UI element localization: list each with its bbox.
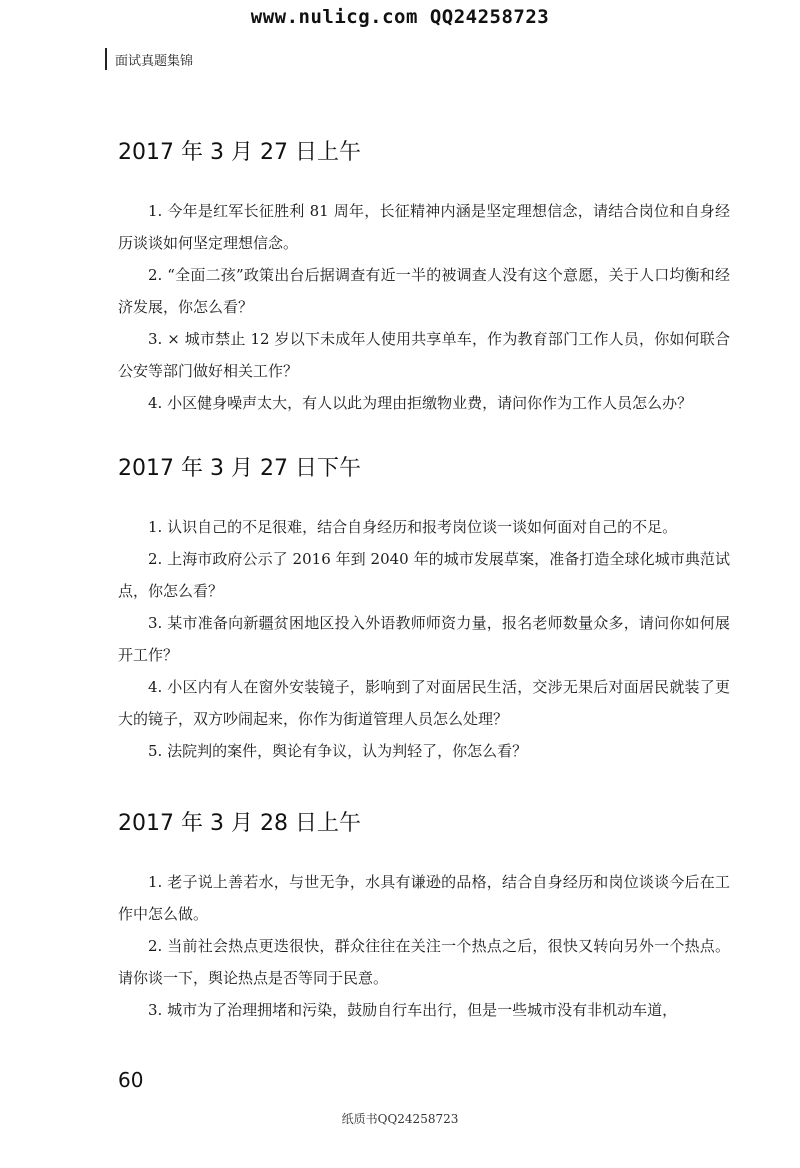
footer-watermark: 纸质书QQ24258723	[341, 1112, 459, 1126]
section-heading: 2017 年 3 月 27 日上午	[118, 140, 361, 165]
question-item: 1. 今年是红军长征胜利 81 周年，长征精神内涵是坚定理想信念，请结合岗位和自身经历谈谈如何坚定理想信念。	[118, 202, 730, 252]
header-url: www.nulicg.com QQ24258723	[250, 6, 550, 28]
question-item: 1. 认识自己的不足很难，结合自身经历和报考岗位谈一谈如何面对自己的不足。	[148, 518, 678, 536]
question-item: 3. × 城市禁止 12 岁以下未成年人使用共享单车，作为教育部门工作人员，你如何联合公安等部门做好相关工作？	[118, 330, 730, 380]
page-number: 60	[118, 1068, 144, 1092]
running-head	[105, 48, 193, 70]
section-1	[118, 136, 730, 419]
question-item: 2. “全面二孩”政策出台后据调查有近一半的被调查人没有这个意愿，关于人口均衡和经济发展，你怎么看？	[118, 266, 730, 316]
question-item: 4. 小区内有人在窗外安装镜子，影响到了对面居民生活，交涉无果后对面居民就装了更大的镜子，双方吵闹起来，你作为街道管理人员怎么处理？	[118, 678, 730, 728]
running-head-title: 面试真题集锦	[115, 53, 194, 69]
question-item: 2. 当前社会热点更迭很快，群众往往在关注一个热点之后，很快又转向另外一个热点。请你谈一下，舆论热点是否等同于民意。	[118, 937, 730, 987]
question-item: 5. 法院判的案件，舆论有争议，认为判轻了，你怎么看？	[148, 742, 528, 760]
section-heading: 2017 年 3 月 28 日上午	[118, 811, 361, 836]
section-heading: 2017 年 3 月 27 日下午	[118, 456, 361, 481]
running-head-bar	[105, 48, 107, 70]
question-item: 4. 小区健身噪声太大，有人以此为理由拒缴物业费，请问你作为工作人员怎么办？	[148, 394, 693, 412]
question-item: 3. 城市为了治理拥堵和污染，鼓励自行车出行，但是一些城市没有非机动车道，	[148, 1001, 678, 1019]
question-item: 3. 某市准备向新疆贫困地区投入外语教师师资力量，报名老师数量众多，请问你如何展开工作？	[118, 614, 730, 664]
section-2	[118, 452, 730, 767]
section-3	[118, 807, 730, 1026]
question-item: 2. 上海市政府公示了 2016 年到 2040 年的城市发展草案，准备打造全球化城市典范试点，你怎么看？	[118, 550, 730, 600]
question-item: 1. 老子说上善若水，与世无争，水具有谦逊的品格，结合自身经历和岗位谈谈今后在工作中怎么做。	[118, 873, 730, 923]
